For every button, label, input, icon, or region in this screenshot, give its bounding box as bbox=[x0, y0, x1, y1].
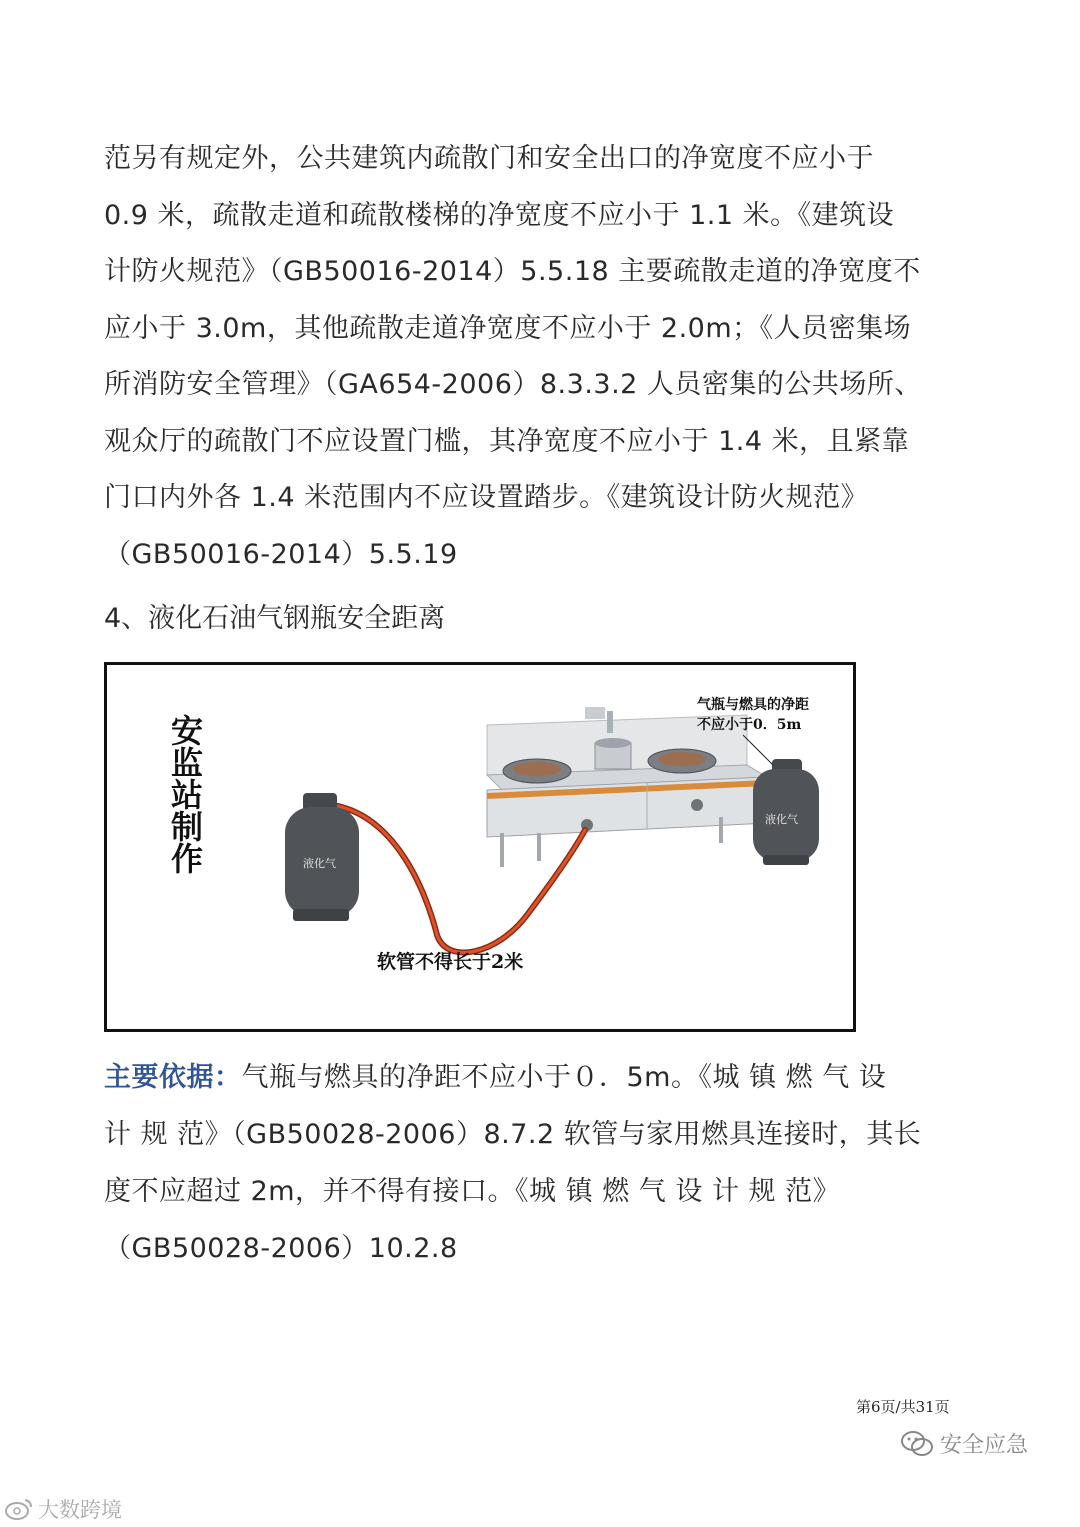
watermark-left-text: 大数跨境 bbox=[38, 1498, 122, 1522]
weibo-icon bbox=[4, 1497, 34, 1521]
page-number: 第6页/共31页 bbox=[856, 1398, 950, 1416]
paragraph-line: 门口内外各 1.4 米范围内不应设置踏步。《建筑设计防火规范》 bbox=[104, 482, 869, 513]
basis-line: 度不应超过 2m，并不得有接口。《城 镇 燃 气 设 计 规 范》 bbox=[104, 1176, 841, 1207]
watermark-right-text: 安全应急 bbox=[940, 1433, 1029, 1458]
hose-caption: 软管不得长于2米 bbox=[377, 951, 524, 973]
basis-line-rest: 气瓶与燃具的净距不应小于０．5m。《城 镇 燃 气 设 bbox=[241, 1062, 887, 1093]
right-cylinder-label: 液化气 bbox=[765, 813, 798, 826]
paragraph-line: （GB50016-2014）5.5.19 bbox=[104, 538, 458, 570]
wechat-icon bbox=[900, 1430, 934, 1458]
paragraph-line: 0.9 米，疏散走道和疏散楼梯的净宽度不应小于 1.1 米。《建筑设 bbox=[104, 199, 895, 231]
basis-lead: 主要依据： bbox=[104, 1062, 242, 1093]
section-heading: 4、液化石油气钢瓶安全距离 bbox=[104, 603, 446, 634]
vertical-title-char: 监 bbox=[170, 744, 203, 782]
basis-paragraph bbox=[104, 1049, 954, 1277]
note-line: 不应小于0．5m bbox=[697, 717, 802, 733]
paragraph-line: 范另有规定外，公共建筑内疏散门和安全出口的净宽度不应小于 bbox=[104, 143, 874, 174]
vertical-title-char: 作 bbox=[170, 840, 203, 878]
figure-vertical-title bbox=[165, 712, 209, 878]
note-line: 气瓶与燃具的净距 bbox=[697, 697, 809, 713]
lpg-safety-figure bbox=[104, 662, 856, 1032]
vertical-title-char: 安 bbox=[170, 712, 203, 750]
left-cylinder-label: 液化气 bbox=[303, 857, 336, 870]
body-paragraph bbox=[104, 131, 944, 583]
basis-line: （GB50028-2006）10.2.8 bbox=[104, 1233, 458, 1264]
paragraph-line: 计防火规范》（GB50016-2014）5.5.18 主要疏散走道的净宽度不 bbox=[104, 256, 921, 287]
watermark-left bbox=[4, 1494, 122, 1524]
paragraph-line: 观众厅的疏散门不应设置门槛，其净宽度不应小于 1.4 米，且紧靠 bbox=[104, 425, 910, 457]
paragraph-line: 应小于 3.0m，其他疏散走道净宽度不应小于 2.0m；《人员密集场 bbox=[104, 312, 912, 344]
vertical-title-char: 站 bbox=[170, 776, 203, 814]
basis-line bbox=[104, 1049, 954, 1106]
clearance-note bbox=[697, 695, 809, 735]
paragraph-line: 所消防安全管理》（GA654-2006）8.3.3.2 人员密集的公共场所、 bbox=[104, 369, 922, 400]
watermark-right bbox=[900, 1428, 1028, 1459]
basis-line: 计 规 范》（GB50028-2006）8.7.2 软管与家用燃具连接时，其长 bbox=[104, 1119, 922, 1150]
vertical-title-char: 制 bbox=[170, 808, 203, 846]
